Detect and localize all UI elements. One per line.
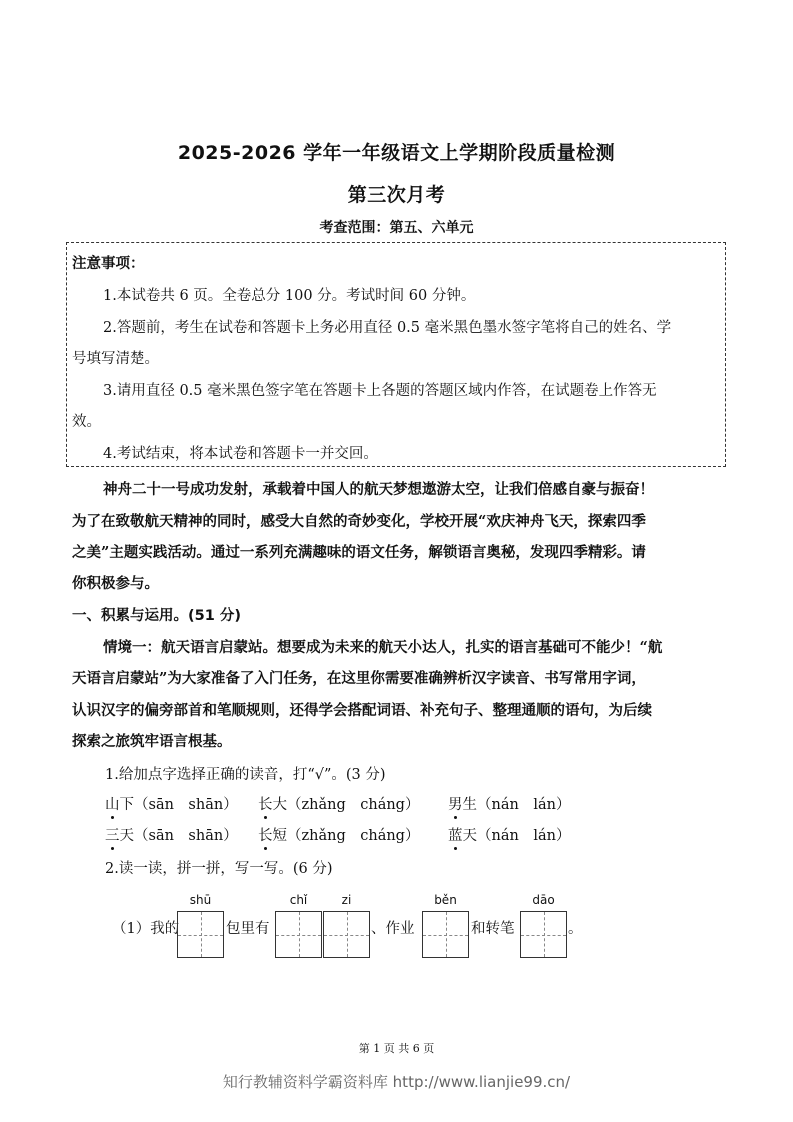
writing-grid[interactable] [422,911,469,958]
pinyin-options[interactable]: （nán lán） [477,797,571,813]
pinyin-options[interactable]: （zhǎng cháng） [287,828,420,844]
pinyin-options[interactable]: （sān shān） [134,828,238,844]
dotted-char: 男 [448,793,463,814]
question-1-prompt: 1.给加点字选择正确的读音，打“√”。(3 分) [105,767,386,783]
notice-box [66,242,726,467]
word-rest: 生 [462,797,477,813]
exam-scope: 考查范围：第五、六单元 [319,220,474,236]
page-subtitle: 第三次月考 [347,184,446,206]
q2-text: 和转笔 [471,921,515,937]
scenario-line-4: 探索之旅筑牢语言根基。 [72,733,232,750]
pinyin-label: běn [434,893,457,907]
scenario-line-1: 情境一：航天语言启蒙站。想要成为未来的航天小达人，扎实的语言基础可不能少！“航 [103,639,663,656]
pinyin-label: zi [341,893,352,907]
intro-line-3: 之美”主题实践活动。通过一系列充满趣味的语文任务，解锁语言奥秘，发现四季精彩。请 [72,544,646,561]
q2-text: 、作业 [371,921,415,937]
intro-line-1: 神舟二十一号成功发射，承载着中国人的航天梦想遨游太空，让我们倍感自豪与振奋！ [103,481,654,498]
writing-grid[interactable] [275,911,322,958]
dotted-char: 山 [105,793,120,814]
pinyin-label: chǐ [289,893,308,907]
pinyin-label: shū [189,893,212,907]
writing-grid[interactable] [323,911,370,958]
pinyin-options[interactable]: （zhǎng cháng） [287,797,420,813]
word-rest: 短 [272,828,287,844]
notice-item-3-cont: 效。 [72,414,101,430]
writing-grid[interactable] [177,911,224,958]
word-rest: 天 [462,828,477,844]
notice-item-1: 1.本试卷共 6 页。全卷总分 100 分。考试时间 60 分钟。 [103,288,476,304]
page-footer: 第 1 页 共 6 页 [358,1042,435,1055]
scenario-line-2: 天语言启蒙站”为大家准备了入门任务，在这里你需要准确辨析汉字读音、书写常用字词， [72,670,646,687]
q1-item [448,824,570,845]
q1-item [105,793,238,814]
word-rest: 大 [272,797,287,813]
notice-item-4: 4.考试结束，将本试卷和答题卡一并交回。 [103,446,378,462]
q2-lead: （1）我的 [112,921,180,937]
q2-end: 。 [568,921,583,937]
dotted-char: 蓝 [448,824,463,845]
q1-item [105,824,238,845]
page-title: 2025-2026 学年一年级语文上学期阶段质量检测 [177,142,616,164]
dotted-char: 三 [105,824,120,845]
q1-item [258,824,419,845]
watermark-link[interactable]: 知行教辅资料学霸资料库 http://www.lianjie99.cn/ [222,1073,571,1091]
notice-item-3: 3.请用直径 0.5 毫米黑色签字笔在答题卡上各题的答题区域内作答，在试题卷上作答无 [103,383,657,399]
section-heading: 一、积累与运用。(51 分) [72,608,241,624]
dotted-char: 长 [258,793,273,814]
word-rest: 天 [119,828,134,844]
pinyin-label: dāo [532,893,555,907]
word-rest: 下 [119,797,134,813]
scenario-line-3: 认识汉字的偏旁部首和笔顺规则，还得学会搭配词语、补充句子、整理通顺的语句，为后续 [72,702,652,719]
notice-item-2: 2.答题前，考生在试卷和答题卡上务必用直径 0.5 毫米黑色墨水签字笔将自己的姓名、学 [103,320,672,336]
q1-item [448,793,570,814]
q1-item [258,793,419,814]
pinyin-options[interactable]: （nán lán） [477,828,571,844]
question-2-prompt: 2.读一读，拼一拼，写一写。(6 分) [105,861,333,877]
notice-item-2-cont: 号填写清楚。 [72,351,159,367]
intro-line-4: 你积极参与。 [72,575,159,592]
dotted-char: 长 [258,824,273,845]
writing-grid[interactable] [520,911,567,958]
intro-line-2: 为了在致敬航天精神的同时，感受大自然的奇妙变化，学校开展“欢庆神舟飞天，探索四季 [72,513,646,530]
notice-heading: 注意事项： [72,255,145,272]
pinyin-options[interactable]: （sān shān） [134,797,238,813]
q2-text: 包里有 [226,921,270,937]
